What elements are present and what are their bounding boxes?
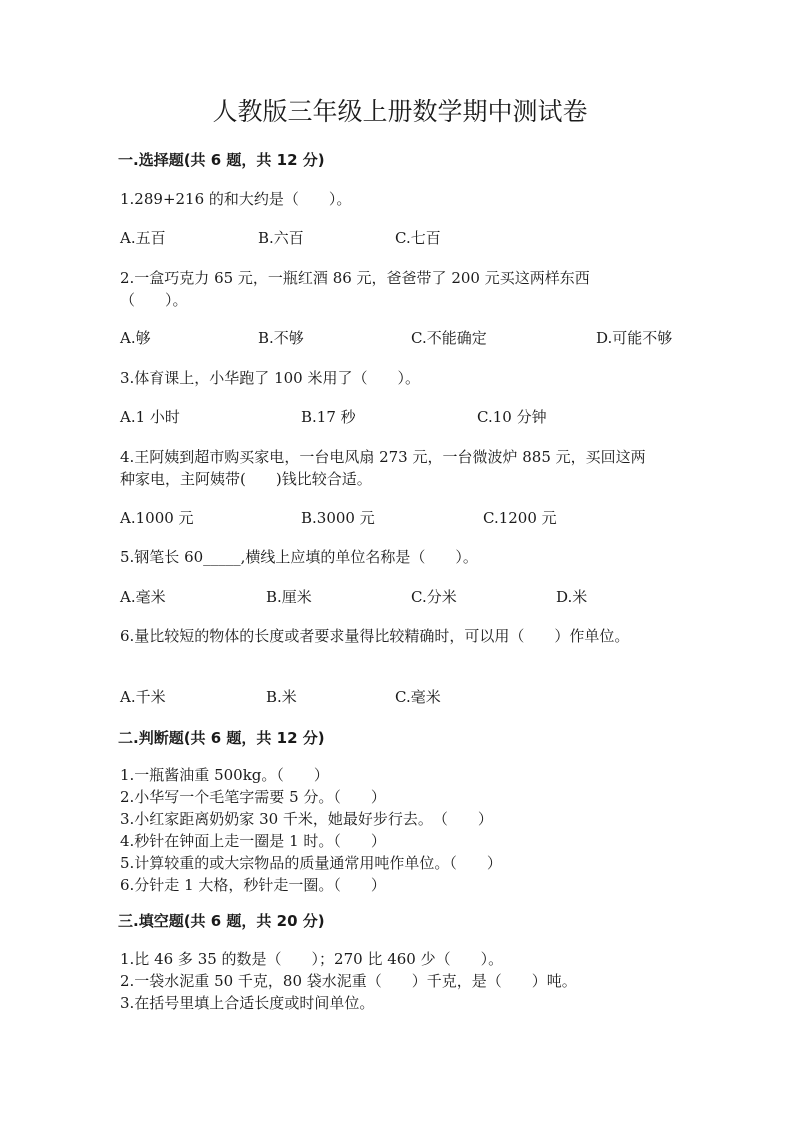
question-2-line1: 2.一盒巧克力 65 元，一瓶红酒 86 元，爸爸带了 200 元买这两样东西 <box>120 269 590 287</box>
question-1: 1.289+216 的和大约是（ ）。 <box>120 190 352 208</box>
judgement-item: 2.小华写一个毛笔字需要 5 分。（ ） <box>120 788 386 806</box>
option-a: A.够 <box>120 329 151 347</box>
option-a: A.毫米 <box>120 588 166 606</box>
question-4-line1: 4.王阿姨到超市购买家电，一台电风扇 273 元，一台微波炉 885 元，买回这两 <box>120 448 646 466</box>
judgement-item: 4.秒针在钟面上走一圈是 1 时。（ ） <box>120 832 386 850</box>
judgement-item: 6.分针走 1 大格，秒针走一圈。（ ） <box>120 876 386 894</box>
fill-blank-item: 2.一袋水泥重 50 千克，80 袋水泥重（ ）千克，是（ ）吨。 <box>120 972 577 990</box>
option-c: C.毫米 <box>395 688 441 706</box>
option-c: C.10 分钟 <box>477 408 547 426</box>
option-b: B.米 <box>266 688 297 706</box>
question-5: 5.钢笔长 60_____,横线上应填的单位名称是（ ）。 <box>120 548 478 566</box>
option-b: B.厘米 <box>266 588 312 606</box>
option-b: B.17 秒 <box>301 408 356 426</box>
judgement-item: 1.一瓶酱油重 500kg。（ ） <box>120 766 329 784</box>
option-d: D.可能不够 <box>596 329 673 347</box>
option-b: B.3000 元 <box>301 509 375 527</box>
question-4-line2: 种家电，主阿姨带( )钱比较合适。 <box>120 470 372 488</box>
judgement-item: 5.计算较重的或大宗物品的质量通常用吨作单位。（ ） <box>120 854 502 872</box>
section-heading-judgement: 二.判断题(共 6 题，共 12 分) <box>118 729 325 747</box>
option-c: C.七百 <box>395 229 441 247</box>
question-3: 3.体育课上，小华跑了 100 米用了（ ）。 <box>120 369 420 387</box>
question-2-line2: （ ）。 <box>120 291 188 309</box>
page-title: 人教版三年级上册数学期中测试卷 <box>212 97 588 126</box>
judgement-item: 3.小红家距离奶奶家 30 千米，她最好步行去。 （ ） <box>120 810 493 828</box>
option-d: D.米 <box>556 588 588 606</box>
option-c: C.不能确定 <box>411 329 487 347</box>
option-b: B.六百 <box>258 229 304 247</box>
option-a: A.千米 <box>120 688 166 706</box>
option-c: C.1200 元 <box>483 509 557 527</box>
fill-blank-item: 3.在括号里填上合适长度或时间单位。 <box>120 994 375 1012</box>
section-heading-fill-blank: 三.填空题(共 6 题，共 20 分) <box>118 912 325 930</box>
option-a: A.1000 元 <box>120 509 194 527</box>
fill-blank-item: 1.比 46 多 35 的数是（ ）；270 比 460 少（ ）。 <box>120 950 504 968</box>
option-a: A.五百 <box>120 229 166 247</box>
section-heading-choice: 一.选择题(共 6 题，共 12 分) <box>118 151 325 169</box>
option-b: B.不够 <box>258 329 304 347</box>
option-a: A.1 小时 <box>120 408 180 426</box>
question-6: 6.量比较短的物体的长度或者要求量得比较精确时，可以用（ ）作单位。 <box>120 627 630 645</box>
option-c: C.分米 <box>411 588 457 606</box>
